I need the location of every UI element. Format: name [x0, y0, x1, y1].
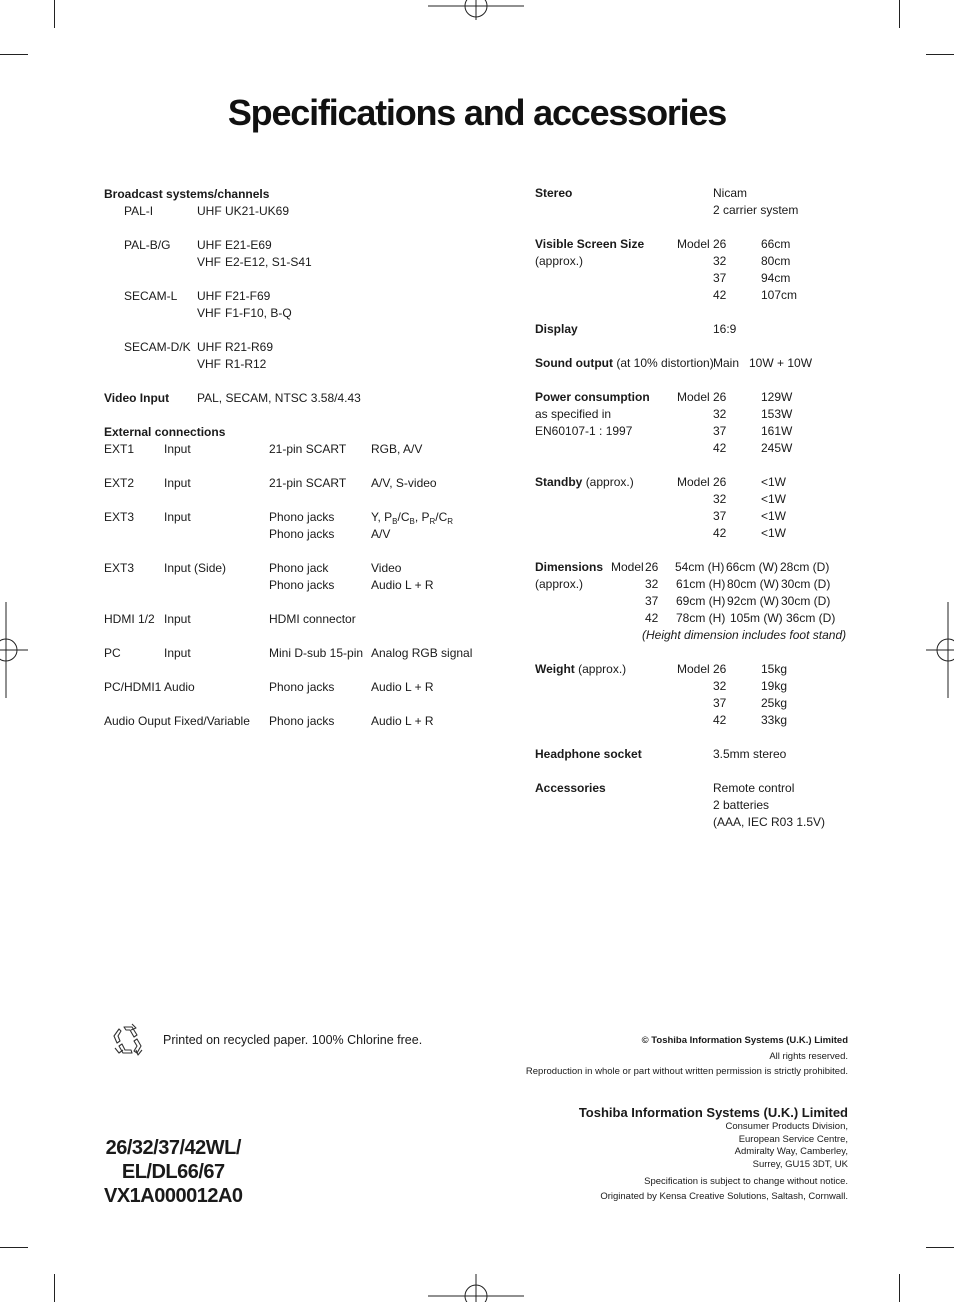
standby-value: <1W [761, 509, 787, 523]
connection-name: Audio Ouput Fixed/Variable [104, 714, 250, 728]
power-label: Power consumption [535, 390, 650, 404]
model-size: 32 [713, 679, 727, 693]
headphone-value: 3.5mm stereo [713, 747, 787, 761]
stereo-value: Nicam [713, 186, 748, 200]
band: UHF [197, 289, 222, 303]
signal: Analog RGB signal [371, 646, 473, 660]
dimensions-note: (Height dimension includes foot stand) [642, 628, 847, 642]
dimension-width: 105m (W) [730, 611, 783, 625]
connection-type: Input [164, 646, 191, 660]
model-size: 37 [713, 696, 727, 710]
model-size: 26 [645, 560, 659, 574]
power-value: 245W [761, 441, 793, 455]
address-line: Consumer Products Division, [725, 1121, 848, 1132]
display-value: 16:9 [713, 322, 737, 336]
broadcast-system: PAL-B/G [124, 238, 171, 252]
connector: Phono jack [269, 561, 329, 575]
accessories-label: Accessories [535, 781, 606, 795]
power-sub: EN60107-1 : 1997 [535, 424, 633, 438]
accessory-item: (AAA, IEC R03 1.5V) [713, 815, 826, 829]
video-input-value: PAL, SECAM, NTSC 3.58/4.43 [197, 391, 361, 405]
reproduction-note: Reproduction in whole or part without written permission is strictly prohibited. [525, 1066, 848, 1077]
registration-mark-left [0, 602, 28, 698]
model-size: 42 [713, 288, 727, 302]
model-size: 37 [713, 271, 727, 285]
weight: Weight (approx.) [535, 662, 627, 676]
standby-value: <1W [761, 492, 787, 506]
connector: 21-pin SCART [269, 476, 347, 490]
address-line: Surrey, GU15 3DT, UK [752, 1159, 848, 1170]
model-size: 37 [645, 594, 659, 608]
model-size: 26 [713, 475, 727, 489]
connection-type: Input [164, 510, 191, 524]
component-signal: Y, $P_B/C_B$, $P_R/C_R$ [371, 510, 454, 526]
video-input-label: Video Input [104, 391, 170, 405]
stereo-value: 2 carrier system [713, 203, 799, 217]
crop-mark [54, 0, 55, 28]
connector: Phono jacks [269, 680, 335, 694]
model-size: 42 [713, 441, 727, 455]
band: VHF [197, 255, 221, 269]
band: VHF [197, 306, 221, 320]
crop-mark [54, 1274, 55, 1302]
dimension-depth: 30cm (D) [781, 594, 831, 608]
connection-type: Input [164, 612, 191, 626]
signal: Audio L + R [371, 578, 434, 592]
power-value: 129W [761, 390, 793, 404]
band: UHF [197, 238, 222, 252]
connection-name: EXT3 [104, 510, 135, 524]
connection-name: EXT2 [104, 476, 135, 490]
sound-output: Sound output (at 10% distortion) [535, 356, 714, 370]
recycled-note: Printed on recycled paper. 100% Chlorine free. [163, 1033, 423, 1047]
accessory-item: Remote control [713, 781, 795, 795]
rights-note: All rights reserved. [769, 1051, 848, 1062]
model-label: Model [677, 390, 710, 404]
channels: R21-R69 [225, 340, 274, 354]
spec-note: Specification is subject to change without notice. [644, 1176, 848, 1187]
connection-type: Input [164, 476, 191, 490]
model-line: VX1A000012A0 [104, 1185, 243, 1207]
standby: Standby (approx.) [535, 475, 634, 489]
dimension-height: 61cm (H) [676, 577, 726, 591]
model-line: 26/32/37/42WL/ [105, 1137, 241, 1159]
power-sub: as specified in [535, 407, 612, 421]
band: UHF [197, 340, 222, 354]
registration-mark-bottom [428, 1274, 524, 1302]
display-label: Display [535, 322, 578, 336]
screen-size-label: Visible Screen Size [535, 237, 645, 251]
dimensions-sub: (approx.) [535, 577, 584, 591]
accessory-item: 2 batteries [713, 798, 770, 812]
signal: RGB, A/V [371, 442, 423, 456]
dimension-height: 78cm (H) [676, 611, 726, 625]
company-name: Toshiba Information Systems (U.K.) Limited [578, 1105, 848, 1120]
connection-name: EXT1 [104, 442, 135, 456]
band: VHF [197, 357, 221, 371]
model-size: 32 [713, 492, 727, 506]
dimension-width: 66cm (W) [726, 560, 778, 574]
screen-size-value: 66cm [761, 237, 791, 251]
standby-value: <1W [761, 475, 787, 489]
model-label: Model [677, 662, 710, 676]
crop-mark [899, 1274, 900, 1302]
dimensions-label: Dimensions [535, 560, 604, 574]
weight-value: 25kg [761, 696, 788, 710]
standby-value: <1W [761, 526, 787, 540]
model-size: 42 [645, 611, 659, 625]
connection-type: Input (Side) [164, 561, 227, 575]
channels: R1-R12 [225, 357, 267, 371]
screen-size-value: 107cm [761, 288, 798, 302]
connection-type: Input [164, 442, 191, 456]
sound-main: Main [713, 356, 740, 370]
crop-mark [926, 54, 954, 55]
crop-mark [0, 54, 28, 55]
model-size: 26 [713, 390, 727, 404]
model-number [104, 1136, 243, 1208]
dimension-height: 54cm (H) [675, 560, 725, 574]
page-title: Specifications and accessories [227, 92, 727, 133]
model-size: 37 [713, 509, 727, 523]
registration-mark-right [926, 602, 954, 698]
model-size: 32 [713, 254, 727, 268]
model-size: 42 [713, 526, 727, 540]
dimension-width: 92cm (W) [727, 594, 779, 608]
model-size: 26 [713, 662, 727, 676]
model-size: 32 [645, 577, 659, 591]
crop-mark [926, 1247, 954, 1248]
connector: Phono jacks [269, 527, 335, 541]
dimension-height: 69cm (H) [676, 594, 726, 608]
model-size: 26 [713, 237, 727, 251]
channels: F21-F69 [225, 289, 271, 303]
connection-name: EXT3 [104, 561, 135, 575]
sound-value: 10W + 10W [749, 356, 813, 370]
dimension-depth: 36cm (D) [786, 611, 836, 625]
weight-value: 33kg [761, 713, 788, 727]
channels: E21-E69 [225, 238, 272, 252]
headphone-label: Headphone socket [535, 747, 642, 761]
connector: Phono jacks [269, 714, 335, 728]
model-label: Model [677, 237, 710, 251]
connection-name: PC [104, 646, 121, 660]
dimension-depth: 28cm (D) [780, 560, 830, 574]
model-label: Model [677, 475, 710, 489]
power-value: 153W [761, 407, 793, 421]
power-value: 161W [761, 424, 793, 438]
channels: UK21-UK69 [225, 204, 290, 218]
model-line: EL/DL66/67 [121, 1161, 225, 1183]
signal: Video [371, 561, 402, 575]
connection-name: PC/HDMI1 Audio [104, 680, 195, 694]
originated-note: Originated by Kensa Creative Solutions, Saltash, Cornwall. [600, 1191, 848, 1202]
connector: 21-pin SCART [269, 442, 347, 456]
connector: Mini D-sub 15-pin [269, 646, 364, 660]
model-size: 37 [713, 424, 727, 438]
recycle-icon [110, 1022, 146, 1058]
crop-mark [899, 0, 900, 28]
external-connections-heading: External connections [104, 425, 226, 439]
band: UHF [197, 204, 222, 218]
signal: Audio L + R [371, 680, 434, 694]
model-size: 42 [713, 713, 727, 727]
screen-size-sub: (approx.) [535, 254, 584, 268]
address-line: European Service Centre, [738, 1134, 848, 1145]
dimension-depth: 30cm (D) [781, 577, 831, 591]
model-size: 32 [713, 407, 727, 421]
screen-size-value: 94cm [761, 271, 791, 285]
broadcast-system: PAL-I [124, 204, 154, 218]
connector: Phono jacks [269, 578, 335, 592]
address-line: Admiralty Way, Camberley, [734, 1146, 848, 1157]
weight-value: 19kg [761, 679, 788, 693]
model-label: Model [611, 560, 644, 574]
channels: F1-F10, B-Q [225, 306, 292, 320]
channels: E2-E12, S1-S41 [225, 255, 312, 269]
connector: Phono jacks [269, 510, 335, 524]
copyright: © Toshiba Information Systems (U.K.) Limited [641, 1035, 848, 1046]
broadcast-heading: Broadcast systems/channels [104, 187, 270, 201]
dimension-width: 80cm (W) [727, 577, 779, 591]
crop-mark [0, 1247, 28, 1248]
registration-mark-top [428, 0, 524, 20]
weight-value: 15kg [761, 662, 788, 676]
signal: A/V [371, 527, 391, 541]
connector: HDMI connector [269, 612, 356, 626]
stereo-label: Stereo [535, 186, 573, 200]
screen-size-value: 80cm [761, 254, 791, 268]
signal: A/V, S-video [371, 476, 437, 490]
broadcast-system: SECAM-D/K [124, 340, 191, 354]
signal: Audio L + R [371, 714, 434, 728]
connection-name: HDMI 1/2 [104, 612, 155, 626]
broadcast-system: SECAM-L [124, 289, 178, 303]
